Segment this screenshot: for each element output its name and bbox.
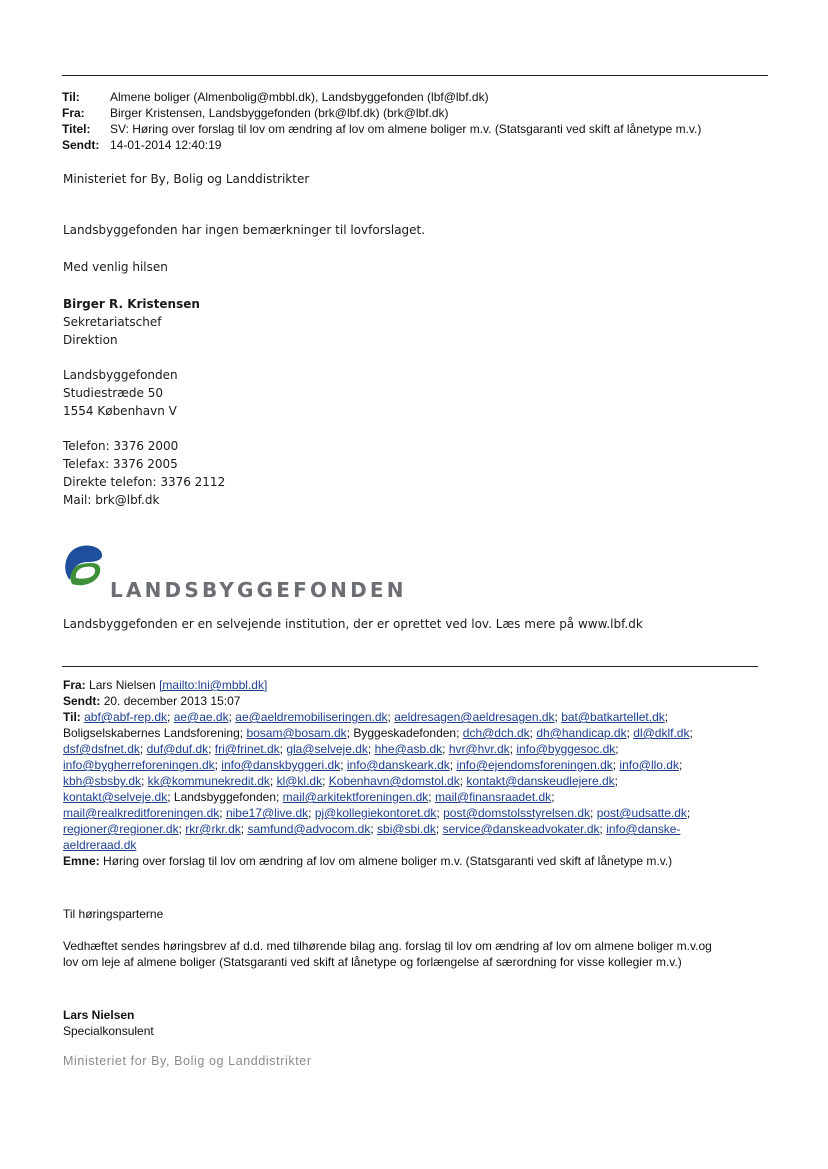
from-value: Birger Kristensen, Landsbyggefonden (brk@lbf.dk) (brk@lbf.dk)	[110, 106, 449, 120]
recipient-separator: ; Byggeskadefonden;	[346, 726, 463, 740]
fwd-from-name: Lars Nielsen	[89, 678, 156, 692]
recipient-separator: ;	[219, 806, 226, 820]
recipient-line	[63, 790, 555, 804]
recipient-separator: ;	[139, 742, 147, 756]
recipient-email-link[interactable]: rkr@rkr.dk	[185, 822, 241, 836]
recipient-separator: ;	[551, 790, 555, 804]
recipient-separator: ;	[308, 806, 315, 820]
recipient-email-link[interactable]: kk@kommunekredit.dk	[147, 774, 270, 788]
recipient-separator: ;	[529, 726, 537, 740]
recipient-separator: ;	[612, 758, 620, 772]
recipient-email-link[interactable]: info@ejendomsforeningen.dk	[456, 758, 613, 772]
recipient-email-link[interactable]: info@llo.dk	[619, 758, 679, 772]
recipient-email-link[interactable]: bat@batkartellet.dk	[561, 710, 665, 724]
disclaimer: Landsbyggefonden er en selvejende institution, der er oprettet ved lov. Læs mere på www.lbf.dk	[63, 617, 643, 631]
recipient-email-link[interactable]: Kobenhavn@domstol.dk	[328, 774, 460, 788]
recipient-email-link[interactable]: kontakt@selveje.dk	[63, 790, 168, 804]
email-header	[62, 89, 701, 153]
recipient-email-link[interactable]: aeldreraad.dk	[63, 838, 137, 852]
recipient-email-link[interactable]: nibe17@live.dk	[225, 806, 309, 820]
recipient-email-link[interactable]: ae@ae.dk	[173, 710, 229, 724]
title-label: Titel:	[62, 122, 91, 136]
recipient-line	[84, 710, 668, 724]
fwd-sent	[63, 693, 763, 709]
recipient-line	[63, 742, 619, 756]
recipient-email-link[interactable]: ae@aeldremobiliseringen.dk	[235, 710, 388, 724]
recipient-separator: ;	[459, 774, 467, 788]
to-value: Almene boliger (Almenbolig@mbbl.dk), Landsbyggefonden (lbf@lbf.dk)	[110, 90, 489, 104]
recipient-email-link[interactable]: samfund@advocom.dk	[247, 822, 371, 836]
recipient-email-link[interactable]: service@danskeadvokater.dk	[442, 822, 600, 836]
contact-block	[63, 437, 225, 509]
recipient-separator: ;	[322, 774, 329, 788]
recipient-email-link[interactable]: mail@finansraadet.dk	[434, 790, 552, 804]
recipient-separator: ;	[614, 774, 619, 788]
recipient-separator: ;	[626, 726, 634, 740]
recipient-email-link[interactable]: info@danskbyggeri.dk	[221, 758, 341, 772]
recipient-email-link[interactable]: mail@arkitektforeningen.dk	[282, 790, 429, 804]
recipient-separator: ;	[664, 710, 669, 724]
fwd-body-line-2: lov om leje af almene boliger (Statsgaranti ved skift af lånetype og forlængelse af særordning for visse kollegier m.v.)	[63, 955, 682, 969]
addressee: Ministeriet for By, Bolig og Landdistrikter	[63, 172, 310, 186]
forward-rule	[62, 666, 758, 667]
recipient-email-link[interactable]: info@bygherreforeningen.dk	[63, 758, 215, 772]
mail: Mail: brk@lbf.dk	[63, 493, 160, 507]
address-block	[63, 366, 178, 420]
signature-title: Sekretariatschef	[63, 315, 162, 329]
recipient-email-link[interactable]: hhe@asb.dk	[374, 742, 443, 756]
header-title	[62, 121, 701, 137]
recipient-separator: ;	[279, 742, 287, 756]
fwd-sig-title: Specialkonsulent	[63, 1024, 154, 1038]
recipient-line	[63, 758, 682, 772]
recipient-separator: ;	[615, 742, 619, 756]
recipient-separator: ;	[509, 742, 517, 756]
fwd-subject-label: Emne:	[63, 854, 100, 868]
fwd-sent-label: Sendt:	[63, 694, 101, 708]
header-from	[62, 105, 701, 121]
city: 1554 København V	[63, 404, 177, 418]
org-name: Landsbyggefonden	[63, 368, 178, 382]
recipient-line	[63, 838, 136, 852]
recipient-separator: Boligselskabernes Landsforening;	[63, 726, 247, 740]
recipient-email-link[interactable]: post@udsatte.dk	[596, 806, 687, 820]
recipient-email-link[interactable]: info@byggesoc.dk	[516, 742, 616, 756]
recipient-email-link[interactable]: kbh@sbsby.dk	[63, 774, 141, 788]
signature-dept: Direktion	[63, 333, 118, 347]
recipient-email-link[interactable]: bosam@bosam.dk	[246, 726, 347, 740]
recipient-email-link[interactable]: info@danskeark.dk	[346, 758, 450, 772]
fwd-signature	[63, 1007, 763, 1039]
recipient-separator: ;	[442, 742, 449, 756]
direct-phone: Direkte telefon: 3376 2112	[63, 475, 226, 489]
recipient-separator: ; Landsbyggefonden;	[167, 790, 283, 804]
recipient-email-link[interactable]: dsf@dsfnet.dk	[63, 742, 140, 756]
recipient-email-link[interactable]: info@danske-	[606, 822, 681, 836]
sent-value: 14-01-2014 12:40:19	[110, 138, 222, 152]
recipient-separator: ;	[178, 822, 186, 836]
recipient-email-link[interactable]: mail@realkreditforeningen.dk	[63, 806, 220, 820]
recipient-separator: ;	[599, 822, 607, 836]
recipient-separator: ;	[387, 710, 395, 724]
to-label: Til:	[62, 90, 80, 104]
phone: Telefon: 3376 2000	[63, 439, 179, 453]
fwd-from	[63, 677, 763, 693]
lbf-logo-icon	[60, 540, 106, 588]
recipient-email-link[interactable]: duf@duf.dk	[146, 742, 209, 756]
header-to	[62, 89, 701, 105]
fwd-body	[63, 938, 763, 970]
recipient-email-link[interactable]: gla@selveje.dk	[286, 742, 368, 756]
logo-text: LANDSBYGGEFONDEN	[110, 578, 407, 602]
fwd-body-line-1: Vedhæftet sendes høringsbrev af d.d. med tilhørende bilag ang. forslag til lov om ændring af lov om almene boliger m.v.og	[63, 939, 712, 953]
recipient-separator: ;	[435, 822, 443, 836]
fwd-from-label: Fra:	[63, 678, 86, 692]
recipient-separator: ;	[370, 822, 378, 836]
recipient-separator: ;	[367, 742, 375, 756]
recipient-line	[63, 726, 693, 740]
recipient-separator: ;	[678, 758, 683, 772]
recipient-email-link[interactable]: sbi@sbi.dk	[377, 822, 436, 836]
reply-message: Landsbyggefonden har ingen bemærkninger til lovforslaget.	[63, 223, 426, 237]
recipient-email-link[interactable]: kontakt@danskeudlejere.dk	[466, 774, 615, 788]
recipient-separator: ;	[436, 806, 444, 820]
fwd-subject-value: Høring over forslag til lov om ændring af lov om almene boliger m.v. (Statsgaranti ved skift af lånetype m.v.)	[103, 854, 673, 868]
fwd-to-label: Til:	[63, 710, 81, 724]
recipient-line	[63, 822, 680, 836]
title-value: SV: Høring over forslag til lov om ændring af lov om almene boliger m.v. (Statsgaranti ved skift af lånetype m.v.)	[110, 122, 702, 136]
fwd-salutation: Til høringsparterne	[63, 907, 164, 921]
recipient-separator: ;	[228, 710, 236, 724]
fwd-subject	[63, 853, 763, 869]
footer-ministry: Ministeriet for By, Bolig og Landdistrikter	[63, 1054, 312, 1068]
recipient-email-link[interactable]: regioner@regioner.dk	[63, 822, 179, 836]
recipient-email-link[interactable]: kl@kl.dk	[276, 774, 323, 788]
from-label: Fra:	[62, 106, 85, 120]
header-rule	[62, 75, 768, 76]
fwd-to-recipients	[63, 710, 693, 852]
recipient-separator: ;	[208, 742, 215, 756]
header-sent	[62, 137, 701, 153]
recipient-line	[63, 806, 690, 820]
fwd-sent-value: 20. december 2013 15:07	[103, 694, 241, 708]
street: Studiestræde 50	[63, 386, 164, 400]
sent-label: Sendt:	[62, 138, 100, 152]
fax: Telefax: 3376 2005	[63, 457, 178, 471]
greeting: Med venlig hilsen	[63, 260, 168, 274]
recipient-separator: ;	[686, 806, 691, 820]
recipient-separator: ;	[449, 758, 457, 772]
recipient-email-link[interactable]: dl@dklf.dk	[633, 726, 690, 740]
recipient-email-link[interactable]: post@domstolsstyrelsen.dk	[443, 806, 591, 820]
recipient-separator: ;	[590, 806, 597, 820]
recipient-email-link[interactable]: fri@frinet.dk	[214, 742, 280, 756]
signature-block	[63, 295, 200, 349]
fwd-sig-name: Lars Nielsen	[63, 1008, 135, 1022]
recipient-email-link[interactable]: dh@handicap.dk	[536, 726, 627, 740]
forwarded-header	[63, 677, 763, 869]
recipient-separator: ;	[141, 774, 148, 788]
recipient-separator: ;	[214, 758, 222, 772]
recipient-separator: ;	[554, 710, 562, 724]
signature-name: Birger R. Kristensen	[63, 297, 200, 311]
recipient-separator: ;	[167, 710, 174, 724]
recipient-separator: ;	[240, 822, 248, 836]
fwd-to	[63, 709, 763, 853]
recipient-email-link[interactable]: dch@dch.dk	[462, 726, 530, 740]
recipient-separator: ;	[340, 758, 347, 772]
recipient-separator: ;	[689, 726, 693, 740]
fwd-from-mailto-link[interactable]: [mailto:lni@mbbl.dk]	[159, 678, 268, 692]
recipient-email-link[interactable]: abf@abf-rep.dk	[84, 710, 168, 724]
recipient-separator: ;	[269, 774, 277, 788]
recipient-separator: ;	[428, 790, 435, 804]
recipient-email-link[interactable]: hvr@hvr.dk	[448, 742, 510, 756]
recipient-line	[63, 774, 618, 788]
recipient-email-link[interactable]: aeldresagen@aeldresagen.dk	[394, 710, 555, 724]
recipient-email-link[interactable]: pj@kollegiekontoret.dk	[314, 806, 437, 820]
